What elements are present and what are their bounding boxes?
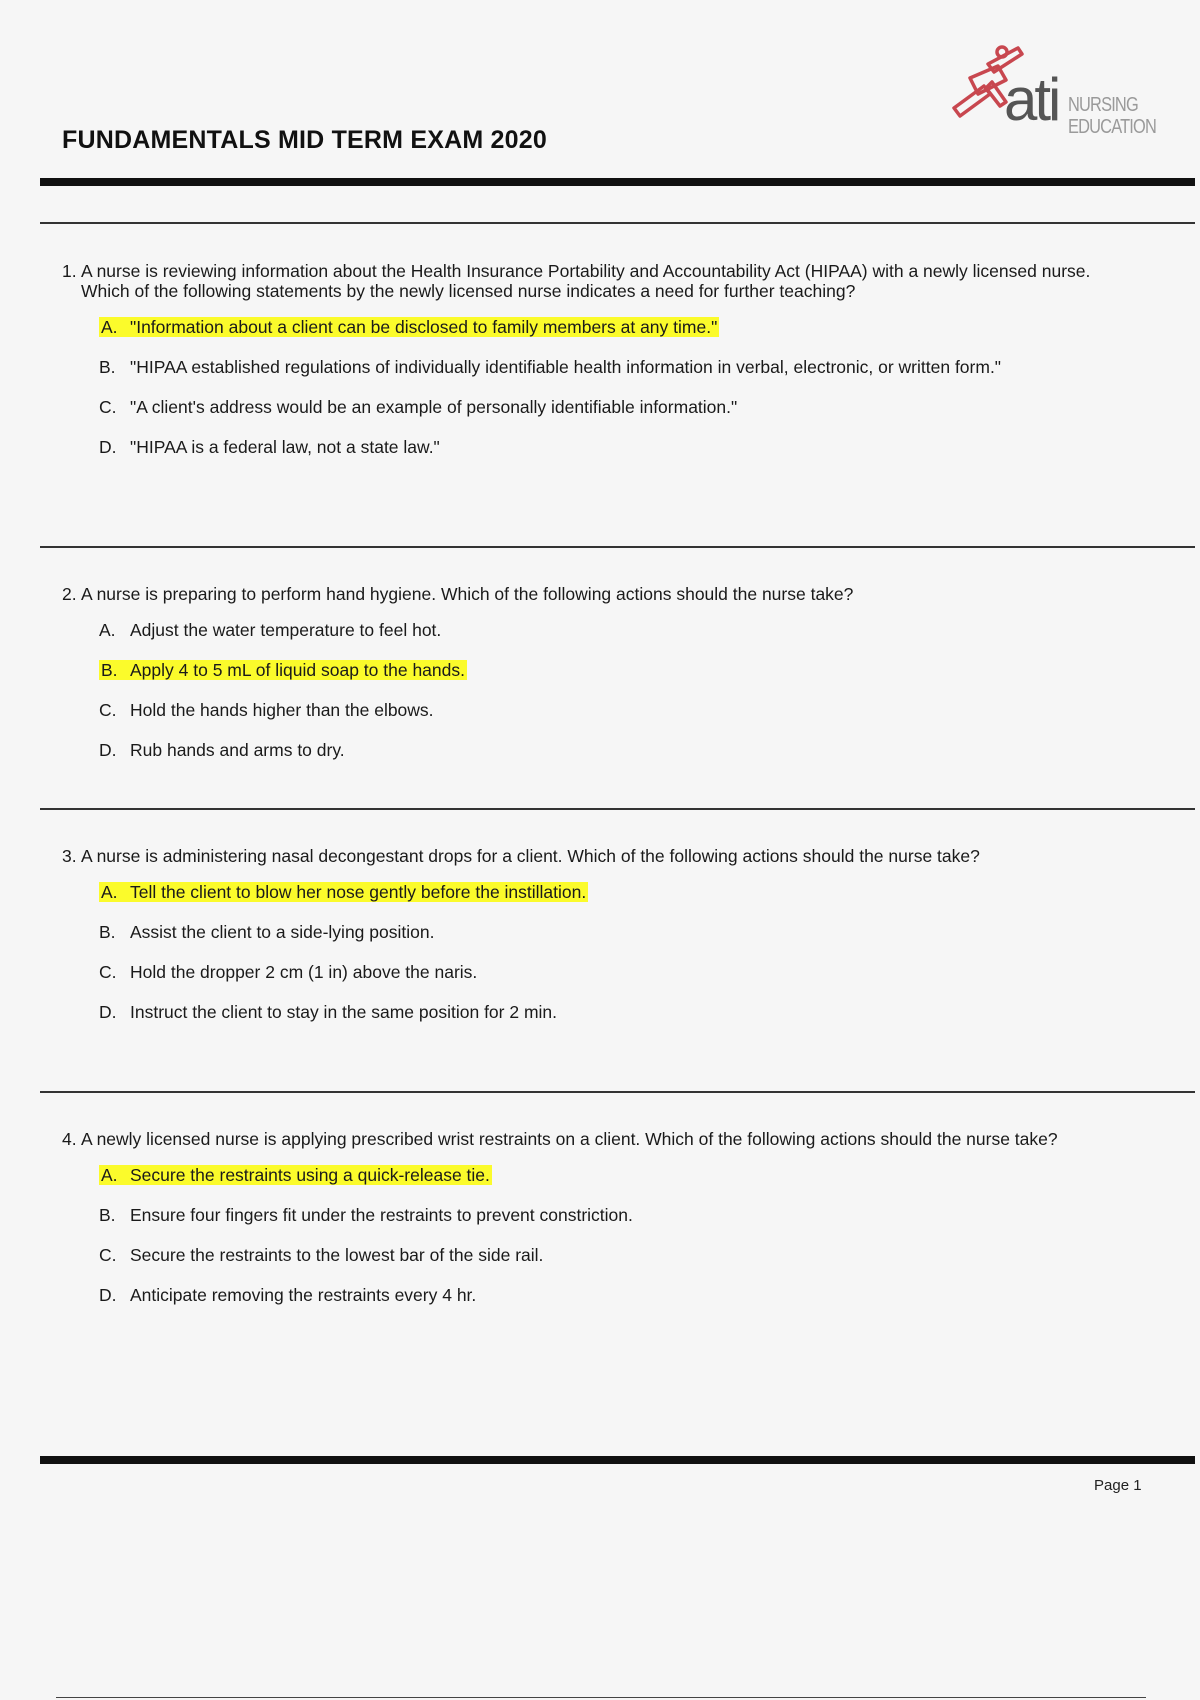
logo-line-education: EDUCATION — [1068, 116, 1156, 138]
question-stem — [62, 846, 1122, 866]
question-number: 1. — [62, 261, 77, 281]
answer-option-a[interactable] — [99, 1165, 492, 1185]
question-2 — [62, 584, 1122, 780]
answer-option-a[interactable] — [99, 882, 588, 902]
option-text: Apply 4 to 5 mL of liquid soap to the hands. — [130, 660, 465, 680]
option-letter: B. — [99, 357, 116, 377]
option-text: Secure the restraints to the lowest bar of the side rail. — [130, 1245, 544, 1265]
answer-options — [62, 620, 1122, 760]
answer-option-b[interactable] — [99, 660, 467, 680]
option-text: Instruct the client to stay in the same position for 2 min. — [130, 1002, 558, 1022]
question-divider — [40, 1091, 1195, 1093]
answer-option-c[interactable] — [99, 962, 1119, 982]
option-letter: A. — [99, 620, 116, 640]
answer-option-row — [99, 882, 1122, 922]
question-stem — [62, 1129, 1122, 1149]
answer-option-d[interactable] — [99, 740, 1119, 760]
option-letter: A. — [99, 882, 127, 902]
question-4 — [62, 1129, 1122, 1325]
question-divider — [40, 222, 1195, 224]
option-text: Tell the client to blow her nose gently before the instillation. — [130, 882, 587, 902]
option-letter: C. — [99, 397, 117, 417]
question-text: A nurse is reviewing information about the Health Insurance Portability and Accountability Act (HIPAA) with a newly licensed nurse. Which of the following statements by the newly licensed nurse indicates a need for further teaching? — [81, 261, 1091, 301]
answer-option-b[interactable] — [99, 922, 1119, 942]
answer-option-b[interactable] — [99, 357, 1119, 377]
option-text: "HIPAA established regulations of individually identifiable health information in verbal, electronic, or written form." — [130, 357, 1002, 377]
option-letter: B. — [99, 660, 127, 680]
option-letter: A. — [99, 317, 127, 337]
answer-option-b[interactable] — [99, 1205, 1119, 1225]
header-divider-thick — [40, 178, 1195, 186]
answer-options — [62, 1165, 1122, 1305]
answer-option-row — [99, 660, 1122, 700]
answer-option-a[interactable] — [99, 620, 1119, 640]
question-text: A newly licensed nurse is applying prescribed wrist restraints on a client. Which of the following actions should the nurse take? — [81, 1129, 1058, 1149]
option-text: Rub hands and arms to dry. — [130, 740, 345, 760]
question-divider — [40, 808, 1195, 810]
answer-option-a[interactable] — [99, 317, 719, 337]
question-number: 4. — [62, 1129, 77, 1149]
question-number: 2. — [62, 584, 77, 604]
option-text: "A client's address would be an example of personally identifiable information." — [130, 397, 738, 417]
answer-option-d[interactable] — [99, 437, 1119, 457]
option-text: Assist the client to a side-lying position. — [130, 922, 435, 942]
answer-option-d[interactable] — [99, 1002, 1119, 1022]
ati-logo — [948, 42, 1163, 142]
question-text: A nurse is administering nasal decongestant drops for a client. Which of the following actions should the nurse take? — [81, 846, 980, 866]
option-letter: D. — [99, 1002, 117, 1022]
answer-option-c[interactable] — [99, 700, 1119, 720]
answer-option-c[interactable] — [99, 1245, 1119, 1265]
option-letter: D. — [99, 1285, 117, 1305]
logo-line-nursing: NURSING — [1068, 94, 1138, 116]
option-letter: A. — [99, 1165, 127, 1185]
page-bottom-rule — [56, 1697, 1146, 1698]
option-text: Hold the dropper 2 cm (1 in) above the naris. — [130, 962, 478, 982]
option-letter: B. — [99, 1205, 116, 1225]
option-text: Ensure four fingers fit under the restraints to prevent constriction. — [130, 1205, 633, 1225]
question-number: 3. — [62, 846, 77, 866]
page-number: Page 1 — [1094, 1477, 1142, 1494]
option-text: Hold the hands higher than the elbows. — [130, 700, 434, 720]
answer-options — [62, 882, 1122, 1022]
option-text: Adjust the water temperature to feel hot. — [130, 620, 442, 640]
question-text: A nurse is preparing to perform hand hygiene. Which of the following actions should the nurse take? — [81, 584, 854, 604]
question-divider — [40, 546, 1195, 548]
option-text: Secure the restraints using a quick-release tie. — [130, 1165, 490, 1185]
question-stem — [62, 584, 1122, 604]
option-letter: C. — [99, 700, 117, 720]
page-header — [0, 0, 1200, 190]
option-letter: D. — [99, 740, 117, 760]
question-1 — [62, 261, 1122, 477]
option-letter: B. — [99, 922, 116, 942]
question-stem — [62, 261, 1122, 301]
option-text: Anticipate removing the restraints every 4 hr. — [130, 1285, 477, 1305]
option-letter: C. — [99, 1245, 117, 1265]
question-3 — [62, 846, 1122, 1042]
option-text: "Information about a client can be disclosed to family members at any time." — [130, 317, 718, 337]
answer-option-c[interactable] — [99, 397, 1119, 417]
footer-divider-thick — [40, 1456, 1195, 1464]
option-letter: D. — [99, 437, 117, 457]
logo-wordmark: ati — [1004, 66, 1059, 133]
answer-option-row — [99, 317, 1122, 357]
answer-option-row — [99, 1165, 1122, 1205]
option-text: "HIPAA is a federal law, not a state law." — [130, 437, 440, 457]
answer-options — [62, 317, 1122, 457]
answer-option-d[interactable] — [99, 1285, 1119, 1305]
page-title: FUNDAMENTALS MID TERM EXAM 2020 — [62, 126, 547, 154]
option-letter: C. — [99, 962, 117, 982]
